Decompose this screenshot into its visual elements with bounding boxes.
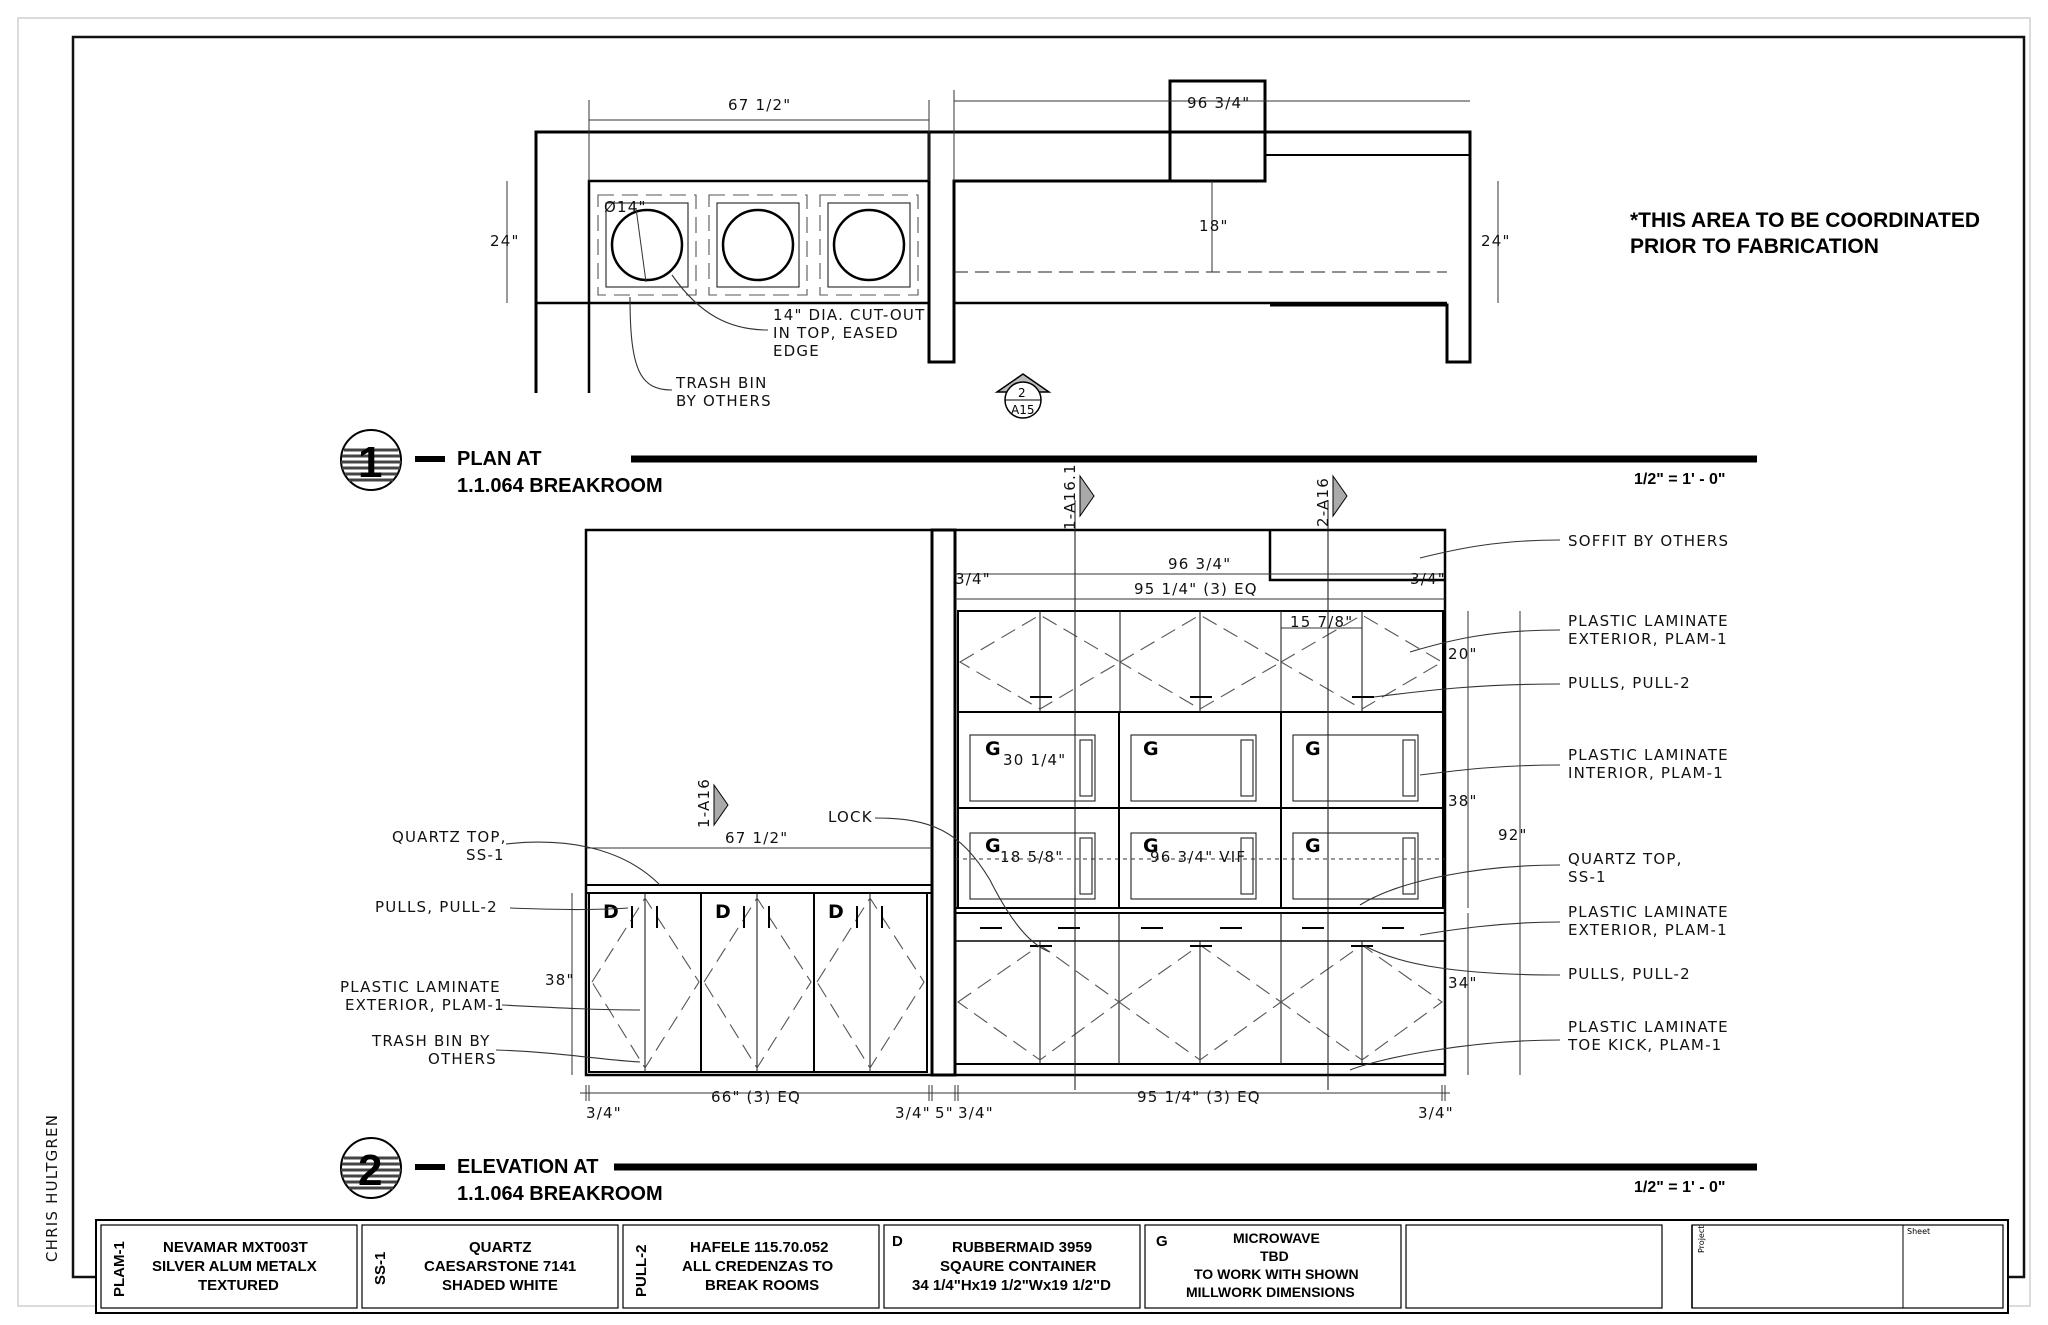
plan-left-width: 67 1/2"	[728, 96, 792, 114]
section-flag-2	[1333, 476, 1347, 516]
elev-left-eq: 66" (3) EQ	[711, 1088, 802, 1106]
lam-int-2: INTERIOR, PLAM-1	[1568, 764, 1725, 782]
plan-title-line2: 1.1.064 BREAKROOM	[457, 475, 663, 497]
legend-g-3: TO WORK WITH SHOWN	[1194, 1266, 1359, 1282]
soffit-note: SOFFIT BY OTHERS	[1568, 532, 1730, 550]
elev-left-top-width: 67 1/2"	[725, 829, 789, 847]
plan-title	[341, 430, 1757, 497]
lam-ext1-2: EXTERIOR, PLAM-1	[1568, 630, 1728, 648]
elev-mid-height: 38"	[1448, 792, 1478, 810]
legend-d-3: 34 1/4"Hx19 1/2"Wx19 1/2"D	[912, 1277, 1111, 1294]
elev-upper-height: 20"	[1448, 645, 1478, 663]
lam-ext2-2: EXTERIOR, PLAM-1	[1568, 921, 1728, 939]
legend-code-ss: SS-1	[372, 1251, 389, 1285]
elev-three-quarter-1: 3/4"	[955, 570, 991, 588]
trash-note-2: BY OTHERS	[676, 392, 772, 410]
section-flag-3	[714, 785, 728, 825]
cutout-note-1: 14" DIA. CUT-OUT	[773, 306, 926, 324]
elev-bottom-quarter-2: 3/4"	[895, 1104, 931, 1122]
diameter-dim: Ø14"	[604, 198, 647, 216]
left-quartz-1: QUARTZ TOP,	[392, 828, 507, 846]
tag-g-6: G	[1305, 835, 1321, 857]
legend-plam-1: NEVAMAR MXT003T	[163, 1239, 308, 1256]
section-tag-3: 1-A16	[695, 778, 713, 828]
lam-ext1-1: PLASTIC LAMINATE	[1568, 612, 1729, 630]
coordination-note-2: PRIOR TO FABRICATION	[1630, 235, 1879, 258]
coordination-note-1: *THIS AREA TO BE COORDINATED	[1630, 209, 1981, 232]
cutout-circles	[612, 210, 904, 280]
legend-code-d: D	[892, 1233, 903, 1250]
tag-g-5: G	[1143, 835, 1159, 857]
lock-note: LOCK	[828, 808, 873, 826]
legend-d-2: SQAURE CONTAINER	[940, 1258, 1097, 1275]
elev-door-width: 15 7/8"	[1290, 613, 1354, 631]
legend-ss-2: CAESARSTONE 7141	[424, 1258, 577, 1275]
elev-upper-eq: 95 1/4" (3) EQ	[1134, 580, 1258, 598]
plan-right-depth: 24"	[1481, 232, 1511, 250]
plan-number: 1	[358, 438, 383, 487]
legend-plam-2: SILVER ALUM METALX	[152, 1258, 317, 1275]
microwave-tags	[603, 738, 1321, 923]
plan-mid-depth: 18"	[1199, 217, 1229, 235]
elevation-view	[340, 463, 1729, 1122]
designer-name: CHRIS HULTGREN	[43, 1113, 61, 1262]
elev-base-height: 34"	[1448, 974, 1478, 992]
legend-pull-3: BREAK ROOMS	[705, 1277, 820, 1294]
legend-g-2: TBD	[1260, 1248, 1289, 1264]
legend-ss-3: SHADED WHITE	[442, 1277, 558, 1294]
microwave-cubbies	[958, 712, 1443, 908]
tag-g-2: G	[1143, 738, 1159, 760]
section-number: 2	[1018, 386, 1026, 400]
legend-g-4: MILLWORK DIMENSIONS	[1186, 1284, 1355, 1300]
pulls2-note: PULLS, PULL-2	[1568, 965, 1691, 983]
section-flag-1	[1080, 476, 1094, 516]
cutout-note-2: IN TOP, EASED	[773, 324, 899, 342]
elevation-title-line2: 1.1.064 BREAKROOM	[457, 1183, 663, 1205]
elevation-title	[341, 1138, 1757, 1205]
left-quartz-2: SS-1	[466, 846, 505, 864]
elev-bottom-quarter-4: 3/4"	[1418, 1104, 1454, 1122]
tag-d-2: D	[715, 901, 731, 923]
elev-top-width: 96 3/4"	[1168, 555, 1232, 573]
legend-code-plam: PLAM-1	[111, 1241, 128, 1297]
lam-int-1: PLASTIC LAMINATE	[1568, 746, 1729, 764]
legend-code-g: G	[1156, 1233, 1168, 1250]
elev-right-eq: 95 1/4" (3) EQ	[1137, 1088, 1261, 1106]
legend-pull-1: HAFELE 115.70.052	[690, 1239, 829, 1256]
left-pulls: PULLS, PULL-2	[375, 898, 498, 916]
elev-total-height: 92"	[1498, 826, 1528, 844]
elevation-number: 2	[358, 1146, 383, 1195]
left-laminate-1: PLASTIC LAMINATE	[340, 978, 501, 996]
legend-pull-2: ALL CREDENZAS TO	[682, 1258, 834, 1275]
trash-note-1: TRASH BIN	[676, 374, 768, 392]
left-trash-2: OTHERS	[428, 1050, 497, 1068]
project-label: Project	[1697, 1225, 1706, 1253]
right-quartz-2: SS-1	[1568, 868, 1607, 886]
elevation-title-line1: ELEVATION AT	[457, 1156, 599, 1178]
tag-d-1: D	[603, 901, 619, 923]
toe-kick-2: TOE KICK, PLAM-1	[1568, 1036, 1723, 1054]
tag-d-3: D	[828, 901, 844, 923]
lam-ext2-1: PLASTIC LAMINATE	[1568, 903, 1729, 921]
cutout-note-3: EDGE	[773, 342, 820, 360]
sheet-label: Sheet	[1907, 1227, 1931, 1236]
left-laminate-2: EXTERIOR, PLAM-1	[345, 996, 505, 1014]
plan-right-width: 96 3/4"	[1187, 94, 1251, 112]
elev-bottom-quarter-3: 3/4"	[958, 1104, 994, 1122]
legend-d-1: RUBBERMAID 3959	[952, 1239, 1093, 1256]
tag-g-3: G	[1305, 738, 1321, 760]
pulls1-note: PULLS, PULL-2	[1568, 674, 1691, 692]
section-tag-1: 1-A16.1	[1061, 463, 1079, 530]
legend-ss-1: QUARTZ	[469, 1239, 532, 1256]
plan-scale: 1/2" = 1' - 0"	[1634, 471, 1726, 488]
plan-view	[490, 81, 1511, 418]
tag-g-4: G	[985, 835, 1001, 857]
legend-plam-3: TEXTURED	[198, 1277, 279, 1294]
elev-micro-width: 30 1/4"	[1003, 751, 1067, 769]
elev-gap: 5"	[935, 1104, 954, 1122]
elevation-scale: 1/2" = 1' - 0"	[1634, 1179, 1726, 1196]
legend-code-pull: PULL-2	[633, 1244, 650, 1297]
elev-three-quarter-2: 3/4"	[1410, 570, 1446, 588]
section-marker	[997, 374, 1049, 418]
elev-vif: 96 3/4" VIF	[1150, 848, 1247, 866]
toe-kick-1: PLASTIC LAMINATE	[1568, 1018, 1729, 1036]
legend-g-1: MICROWAVE	[1233, 1230, 1320, 1246]
left-trash-1: TRASH BIN BY	[372, 1032, 491, 1050]
material-legend	[96, 1220, 2008, 1313]
elev-micro-height: 18 5/8"	[1000, 848, 1064, 866]
plan-title-line1: PLAN AT	[457, 448, 542, 470]
section-sheet: A15	[1011, 403, 1035, 417]
plan-left-depth: 24"	[490, 232, 520, 250]
right-quartz-1: QUARTZ TOP,	[1568, 850, 1683, 868]
section-tag-2: 2-A16	[1314, 477, 1332, 527]
tag-g-1: G	[985, 738, 1001, 760]
elev-bottom-quarter-1: 3/4"	[586, 1104, 622, 1122]
elev-left-height: 38"	[545, 971, 575, 989]
